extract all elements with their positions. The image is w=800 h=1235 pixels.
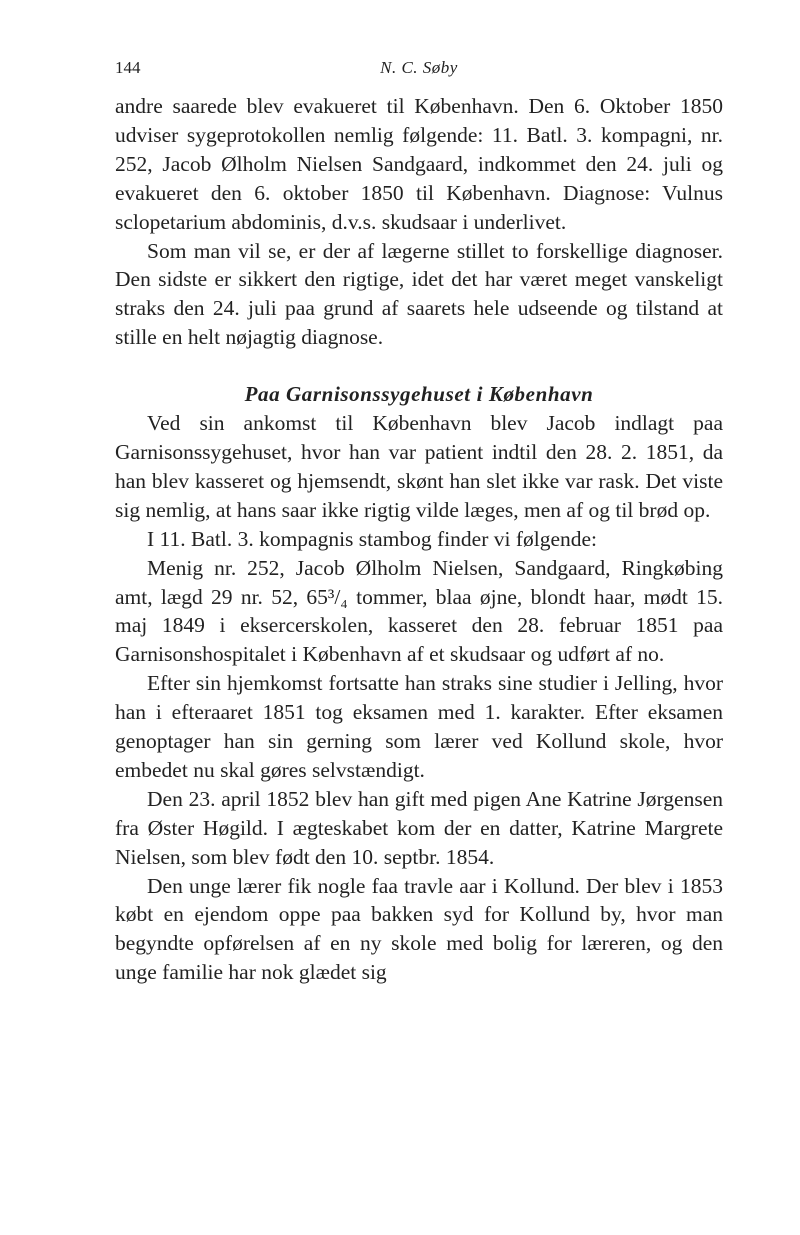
- paragraph: Den unge lærer fik nogle faa travle aar i Kollund. Der blev i 1853 købt en ejendom oppe paa bakken syd for Kollund by, hvor man begyndte opførelsen af en ny skole med bolig for læreren, og den unge familie har nok glædet sig: [115, 873, 723, 985]
- section-heading: Paa Garnisonssygehuset i København: [244, 382, 594, 407]
- paragraph: andre saarede blev evakueret til København. Den 6. Oktober 1850 udviser sygeprotokollen nemlig følgende: 11. Batl. 3. kompagni, nr. 252, Jacob Ølholm Nielsen Sandgaard, indkommet den 24. juli og evakueret den 6. oktober 1850 til København. Diagnose: Vulnus sclopetarium abdominis, d.v.s. skudsaar i underlivet.: [115, 94, 723, 234]
- paragraph: Som man vil se, er der af lægerne stillet to forskellige diagnoser. Den sidste er sikkert den rigtige, idet det har været meget vanskeligt straks den 24. juli paa grund af saarets hele udseende og tilstand at stille en helt nøjagtig diagnose.: [115, 238, 723, 350]
- body-text: [115, 92, 723, 987]
- running-header: [115, 58, 723, 82]
- paragraph: I 11. Batl. 3. kompagnis stambog finder vi følgende:: [147, 526, 598, 551]
- running-author: N. C. Søby: [380, 58, 458, 77]
- paragraph: Menig nr. 252, Jacob Ølholm Nielsen, Sandgaard, Ringkøbing amt, lægd 29 nr. 52, 65³/₄ tommer, blaa øjne, blondt haar, mødt 15. maj 1849 i eksercerskolen, kasseret den 28. februar 1851 paa Garnisonshospitalet i København af et skudsaar og udført af no.: [115, 555, 723, 667]
- paragraph: Efter sin hjemkomst fortsatte han straks sine studier i Jelling, hvor han i efteraaret 1851 tog eksamen med 1. karakter. Efter eksamen genoptager han sin gerning som lærer ved Kollund skole, hvor embedet nu skal gøres selvstændigt.: [115, 671, 723, 782]
- paragraph: Ved sin ankomst til København blev Jacob indlagt paa Garnisonssygehuset, hvor han var patient indtil den 28. 2. 1851, da han blev kasseret og hjemsendt, skønt han slet ikke var rask. Det viste sig nemlig, at hans saar ikke rigtig vilde læges, men af og til brød op.: [115, 411, 723, 522]
- paragraph: Den 23. april 1852 blev han gift med pigen Ane Katrine Jørgensen fra Øster Høgild. I ægteskabet kom der en datter, Katrine Margrete Nielsen, som blev født den 10. septbr. 1854.: [115, 786, 723, 869]
- page-number: 144: [115, 58, 141, 77]
